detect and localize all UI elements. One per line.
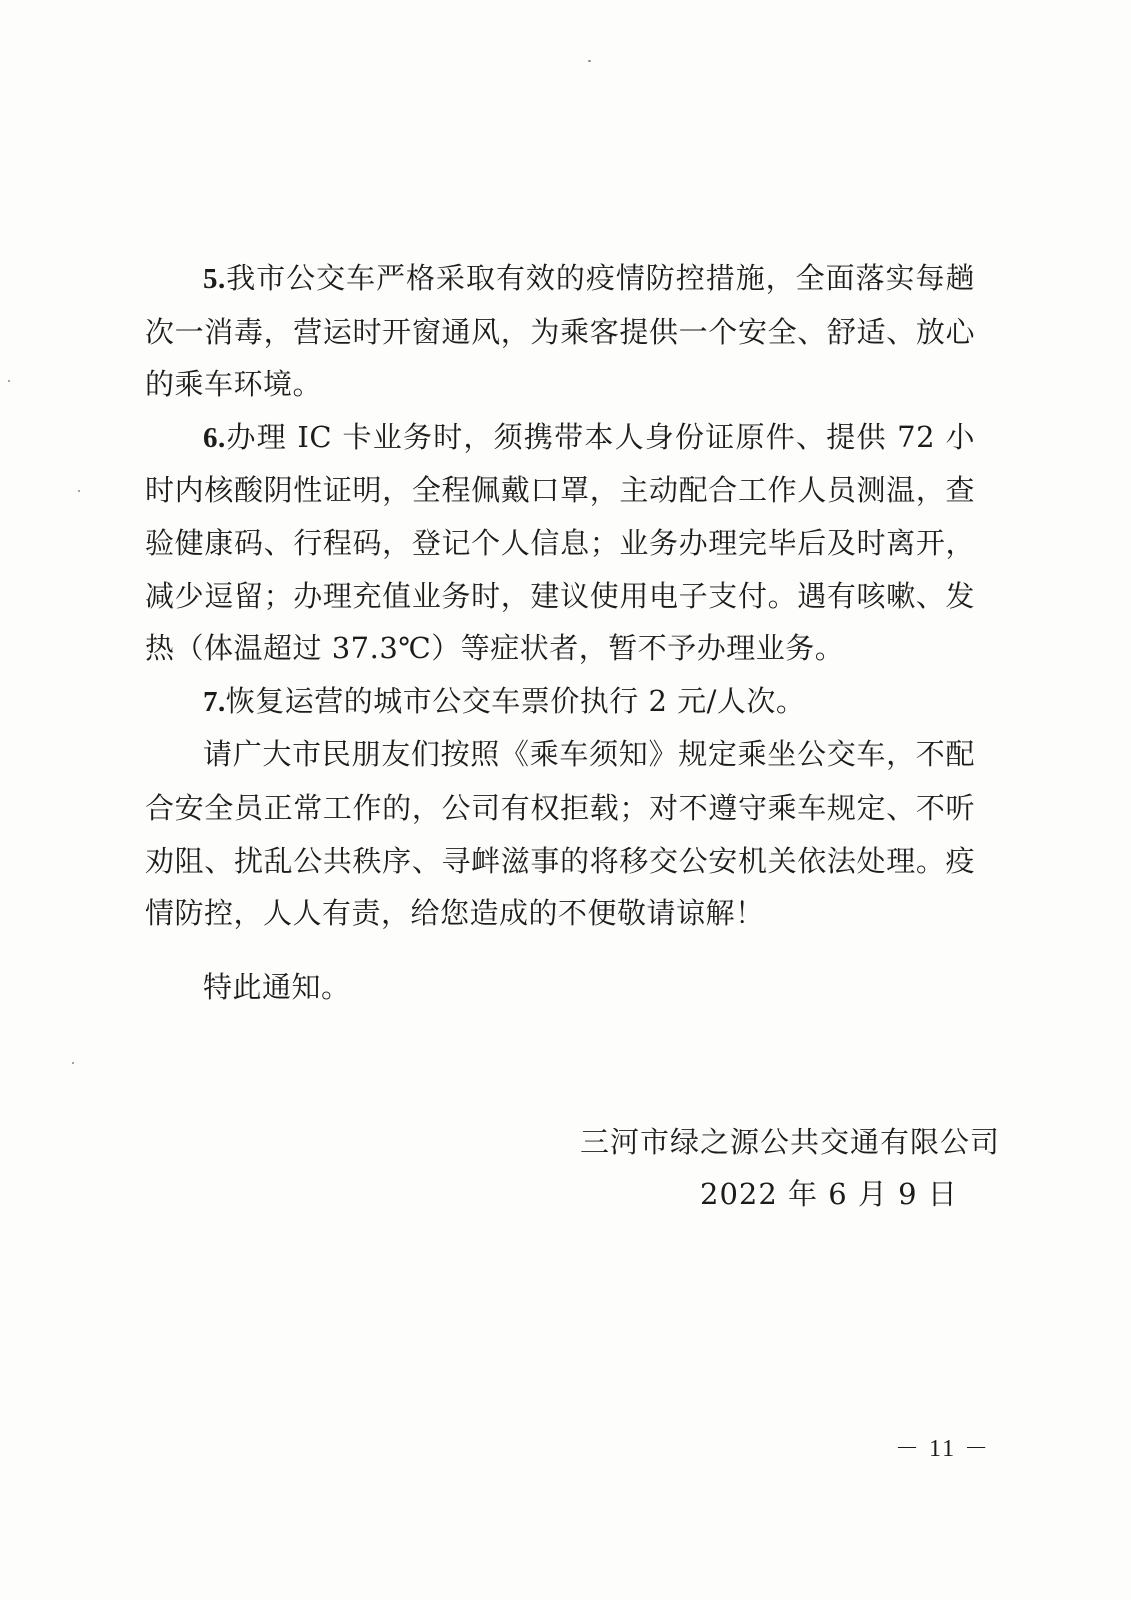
paragraph-text: 请广大市民朋友们按照《乘车须知》规定乘坐公交车，不配合安全员正常工作的，公司有权拒载；对不遵守乘车规定、不听劝阻、扰乱公共秩序、寻衅滋事的将移交公安机关依法处理。疫情防控，人人有责，给您造成的不便敬请谅解！ [145,737,975,931]
paragraph-item-6 [145,411,975,675]
paragraph-text: 我市公交车严格采取有效的疫情防控措施，全面落实每趟次一消毒，营运时开窗通风，为乘客提供一个安全、舒适、放心的乘车环境。 [145,261,975,402]
paragraph-text: 恢复运营的城市公交车票价执行 2 元/人次。 [225,683,806,718]
scan-speck [78,490,80,492]
paragraph-number: 5. [203,263,226,295]
paragraph-appeal [145,728,975,939]
notice-body [145,252,975,940]
signature-date: 2022 年 6 月 9 日 [700,1177,958,1211]
scan-speck [588,60,591,62]
page-number: － 11 － [895,1436,991,1462]
paragraph-number: 7. [203,685,226,718]
signature-company: 三河市绿之源公共交通有限公司 [580,1125,1001,1159]
paragraph-number: 6. [203,421,226,454]
scan-speck [72,1062,74,1064]
closing-line: 特此通知。 [203,970,351,1004]
paragraph-text: 办理 IC 卡业务时，须携带本人身份证原件、提供 72 小时内核酸阴性证明，全程佩戴口罩，主动配合工作人员测温，查验健康码、行程码，登记个人信息；业务办理完毕后及时离开，减少逗留；办理充值业务时，建议使用电子支付。遇有咳嗽、发热（体温超过 37.3℃）等症状者，暂不予办理业务。 [145,419,975,666]
scan-speck [8,380,10,382]
paragraph-item-7 [145,675,975,729]
paragraph-item-5 [145,252,975,411]
